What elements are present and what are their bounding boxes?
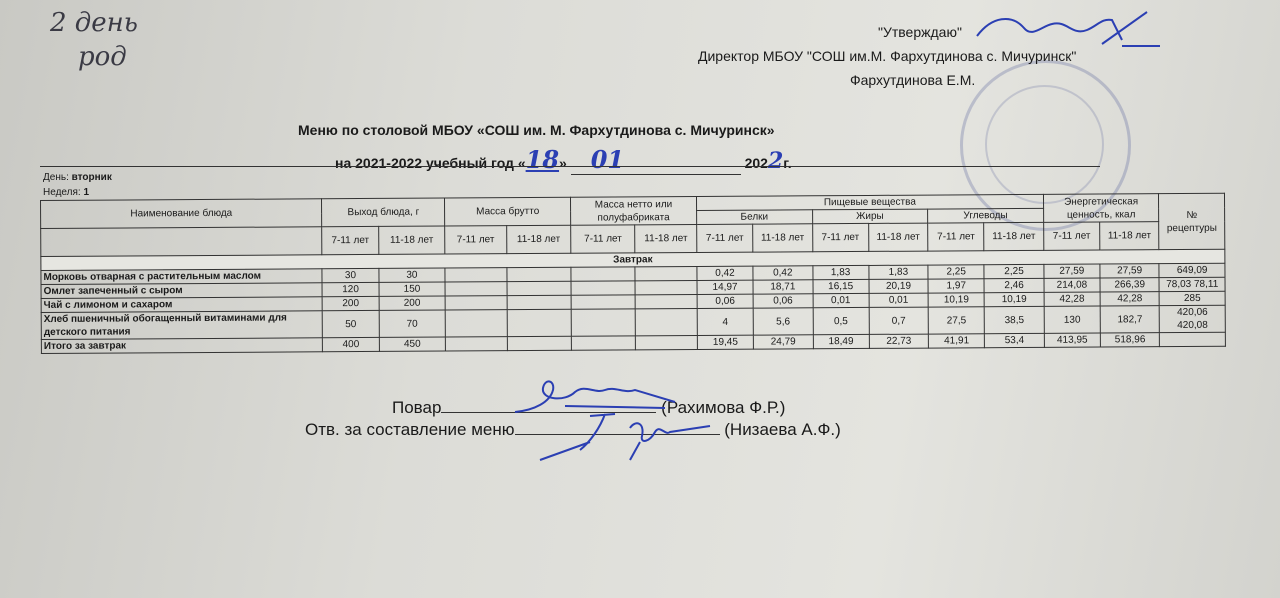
value-cell: 24,79 [753,335,812,349]
value-cell: 4 [697,308,753,335]
empty-cell [571,309,636,336]
age-header: 7-11 лет [812,223,868,251]
value-cell: 266,39 [1100,278,1159,292]
header-gross: Масса брутто [445,197,571,226]
value-cell: 38,5 [985,306,1045,333]
header-energy: Энергетическая ценность, ккал [1043,194,1159,223]
empty-cell [446,337,507,351]
empty-cell [445,282,506,296]
value-cell: 53,4 [985,333,1044,347]
output-cell: 200 [379,296,446,310]
value-cell: 0,5 [813,307,869,334]
value-cell: 19,45 [697,335,753,349]
value-cell: 1,83 [812,265,868,279]
menu-title: Меню по столовой МБОУ «СОШ им. М. Фархутдинова с. Мичуринск» [298,122,775,138]
dish-name: Омлет запеченный с сыром [41,283,322,299]
director-signature [972,6,1162,50]
output-cell: 400 [323,337,379,351]
output-cell: 150 [379,282,446,296]
day-value: вторник [71,172,112,183]
age-header: 11-18 лет [984,222,1044,250]
age-header: 7-11 лет [571,225,636,253]
week-row [43,187,89,198]
dish-name: Чай с лимоном и сахаром [41,297,322,313]
header-recipe: № рецептуры [1159,193,1225,249]
value-cell: 1,83 [869,265,928,279]
recipe-cell: 420,06 420,08 [1160,305,1226,332]
empty-cell [571,295,636,309]
output-cell: 30 [379,268,446,282]
value-cell: 14,97 [697,280,753,294]
week-label: Неделя: [43,187,81,198]
value-cell: 20,19 [869,279,928,293]
header-dish: Наименование блюда [41,199,323,229]
empty-cell [571,336,636,350]
header-ages-spacer [41,227,323,257]
output-cell: 450 [379,337,446,351]
empty-cell [571,281,636,295]
handwritten-month: 01 [571,145,741,175]
value-cell: 130 [1044,306,1100,333]
empty-cell [507,295,572,309]
day-label: День: [43,172,69,183]
value-cell: 0,06 [697,294,753,308]
value-cell: 27,59 [1044,264,1100,278]
dish-name: Хлеб пшеничный обогащенный витаминами для детского питания [41,311,323,340]
age-header: 7-11 лет [1043,222,1099,250]
handwritten-year-digit: 2 [767,148,784,174]
value-cell: 22,73 [869,334,928,348]
value-cell: 413,95 [1044,333,1100,347]
value-cell: 1,97 [928,279,984,293]
output-cell: 30 [322,268,378,282]
value-cell: 2,25 [928,265,984,279]
value-cell: 27,5 [928,307,984,334]
age-header: 11-18 лет [506,225,571,253]
age-header: 11-18 лет [1100,222,1160,250]
age-header: 11-18 лет [378,226,445,254]
value-cell: 2,25 [984,264,1043,278]
header-row-1 [41,193,1225,214]
output-cell: 200 [322,296,378,310]
header-nutrients: Пищевые вещества [696,194,1043,210]
approval-director: Директор МБОУ "СОШ им.М. Фархутдинова с. Мичуринск" [698,48,1077,64]
value-cell: 2,46 [984,278,1043,292]
empty-cell [507,281,572,295]
total-label: Итого за завтрак [41,338,322,354]
age-header: 7-11 лет [445,226,507,254]
responsible-label: Отв. за составление меню [305,420,515,439]
header-protein: Белки [696,210,812,225]
value-cell: 27,59 [1100,264,1159,278]
responsible-name: (Низаева А.Ф.) [724,420,841,439]
week-value: 1 [83,187,89,198]
value-cell: 0,06 [753,294,812,308]
year-label-prefix: на 2021-2022 учебный год « [335,155,526,171]
cook-label: Повар [392,398,442,417]
dish-name: Морковь отварная с растительным маслом [41,269,322,285]
age-header: 11-18 лет [753,224,813,252]
title-underline [40,166,1100,167]
empty-cell [636,335,697,349]
cook-name: (Рахимова Ф.Р.) [661,398,786,417]
value-cell: 0,01 [869,293,928,307]
value-cell: 41,91 [928,334,984,348]
empty-cell [635,280,696,294]
empty-cell [506,267,571,281]
recipe-cell [1160,332,1226,346]
section-breakfast: Завтрак [41,249,1225,270]
output-cell: 120 [322,282,378,296]
header-fat: Жиры [812,209,928,224]
age-header: 11-18 лет [868,223,928,251]
responsible-signature [520,402,720,464]
age-header: 11-18 лет [635,224,697,252]
value-cell: 214,08 [1044,278,1100,292]
approval-name: Фархутдинова Е.М. [850,72,976,88]
value-cell: 0,42 [753,266,812,280]
recipe-cell: 285 [1159,291,1225,305]
recipe-cell: 649,09 [1159,263,1225,277]
value-cell: 10,19 [984,292,1043,306]
corner-note-line1: 2 день [50,8,138,38]
approval-label: "Утверждаю" [878,24,962,40]
empty-cell [507,336,572,350]
value-cell: 16,15 [813,279,869,293]
empty-cell [635,266,696,280]
value-cell: 18,71 [753,280,812,294]
age-header: 7-11 лет [697,224,753,252]
empty-cell [445,268,506,282]
header-output: Выход блюда, г [322,198,445,227]
menu-subtitle [335,145,792,175]
empty-cell [636,308,698,335]
corner-note-line2: род [78,42,127,72]
value-cell: 0,01 [813,293,869,307]
value-cell: 18,49 [813,334,869,348]
age-header: 7-11 лет [322,226,378,254]
year-prefix: 202 [744,155,768,171]
value-cell: 182,7 [1100,306,1160,333]
age-header: 7-11 лет [928,223,984,251]
value-cell: 42,28 [1100,292,1159,306]
year-suffix: г. [783,155,792,171]
empty-cell [507,309,572,336]
empty-cell [445,310,507,337]
empty-cell [636,294,697,308]
output-cell: 70 [379,310,446,337]
value-cell: 42,28 [1044,292,1100,306]
header-net: Масса нетто или полуфабриката [571,196,697,225]
empty-cell [571,267,636,281]
year-label-mid: » [559,155,567,171]
value-cell: 10,19 [928,293,984,307]
empty-cell [445,296,506,310]
header-carbs: Углеводы [928,208,1044,223]
handwritten-day: 18 [525,145,560,174]
day-row [43,172,112,183]
value-cell: 0,42 [697,266,753,280]
value-cell: 5,6 [753,308,813,335]
menu-table [40,193,1226,354]
recipe-cell: 78,03 78,11 [1159,277,1225,291]
value-cell: 0,7 [869,307,929,334]
value-cell: 518,96 [1100,333,1159,347]
output-cell: 50 [323,310,379,337]
